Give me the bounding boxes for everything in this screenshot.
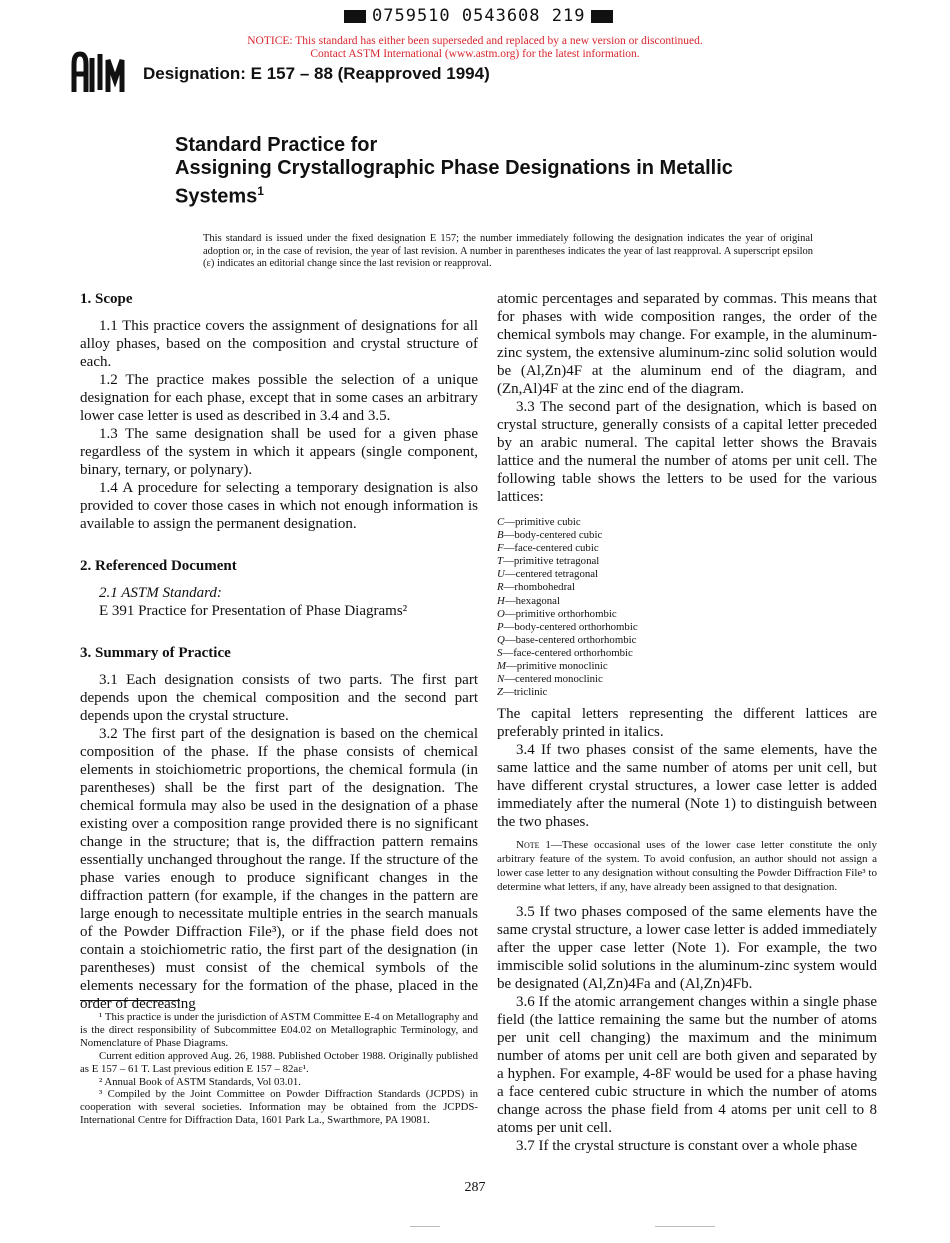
lattice-item	[497, 634, 877, 647]
lattice-name: —body-centered cubic	[503, 529, 603, 542]
footnote: ² Annual Book of ASTM Standards, Vol 03.01.	[99, 1075, 301, 1088]
lattice-letter: U	[497, 568, 505, 581]
section-heading: 1. Scope	[80, 291, 133, 307]
note-text: —These occasional uses of the lower case letter constitute the only arbitrary feature of the system. To avoid confusion, an author should not assign a lower case letter to any designation without consulting the Powder Diffraction File³ to determine what letters, if any, have already been assigned to that designation.	[497, 839, 877, 893]
lattice-letter: N	[497, 673, 505, 686]
note-label: Note 1	[516, 839, 551, 852]
note-1	[497, 839, 877, 894]
lattice-letter: O	[497, 607, 505, 620]
lattice-name: —primitive tetragonal	[503, 555, 600, 568]
title-line: Standard Practice for	[175, 134, 378, 156]
footnote: ³ Compiled by the Joint Committee on Powder Diffraction Standards (JCPDS) in cooperation with several societies. Information may be obtained from the JCPDS-International Centre for Diffraction Data, 1601 Park La., Swarthmore, PA 19081.	[80, 1088, 478, 1127]
footnote: Current edition approved Aug. 26, 1988. Published October 1988. Originally published as E 157 – 61 T. Last previous edition E 157 – 82aε¹.	[80, 1049, 478, 1075]
paragraph: 2.1 ASTM Standard:	[99, 585, 222, 601]
lattice-item	[497, 568, 877, 581]
lattice-item	[497, 686, 877, 699]
lattice-name: —face-centered orthorhombic	[502, 646, 633, 659]
lattice-name: —primitive cubic	[504, 516, 581, 528]
paragraph: 3.4 If two phases consist of the same elements, have the same lattice and the same number of atoms per unit cell, but have different crystal structures, a lower case letter is added immediately after the numeral (Note 1) to distinguish between the two phases.	[497, 742, 877, 831]
barcode	[338, 6, 619, 26]
lattice-letter: Z	[497, 686, 504, 699]
paragraph: 3.7 If the crystal structure is constant over a whole phase	[516, 1137, 858, 1154]
scan-artifact	[410, 1226, 440, 1227]
lattice-letter: Q	[497, 633, 505, 646]
footnote-mark: 1	[257, 184, 264, 198]
lattice-item	[497, 555, 877, 568]
document-title	[175, 134, 795, 209]
paragraph: 1.1 This practice covers the assignment of designations for all alloy phases, based on the composition and crystal structure of each.	[80, 318, 478, 370]
lattice-name: —triclinic	[503, 686, 548, 699]
lattice-name: —hexagonal	[504, 594, 560, 607]
lattice-item	[497, 673, 877, 686]
left-column	[80, 290, 478, 1013]
lattice-letter: S	[497, 646, 503, 659]
section-heading: 2. Referenced Document	[80, 558, 237, 574]
designation: Designation: E 157 – 88 (Reapproved 1994)	[143, 64, 490, 83]
lattice-name: —body-centered orthorhombic	[503, 620, 638, 633]
paragraph: 3.6 If the atomic arrangement changes within a single phase field (the lattice remaining the same but the number of atoms per unit cell changing) the maximum and the minimum number of atoms per unit cell are both given and separated by a hyphen. For example, 4-8F would be used for a phase having a face centered cubic structure in which the number of atoms change across the phase field from 4 atoms per unit cell to 8 atoms per unit cell.	[497, 993, 877, 1136]
lattice-name: —primitive monoclinic	[506, 660, 608, 673]
lattice-letter: B	[497, 529, 504, 542]
lattice-letter: P	[497, 620, 504, 633]
paragraph: atomic percentages and separated by commas. This means that for phases with wide composition ranges, the order of the chemical symbols may change. For example, in the aluminum-zinc system, the extensive aluminum-zinc solid solution would be (Al,Zn)4F at the aluminum end of the diagram, and (Zn,Al)4F at the zinc end of the diagram.	[497, 291, 877, 397]
footnote: ¹ This practice is under the jurisdiction of ASTM Committee E-4 on Metallography and is the direct responsibility of Subcommittee E04.02 on Metallographic Terminology, and Nomenclature of Phase Diagrams.	[80, 1011, 478, 1049]
section-heading: 3. Summary of Practice	[80, 645, 231, 661]
title-line: Assigning Crystallographic Phase Designations in Metallic Systems	[175, 157, 733, 208]
lattice-letter: T	[497, 555, 504, 568]
barcode-number: 0759510 0543608 219	[372, 6, 586, 26]
lattice-item	[497, 647, 877, 660]
right-column	[497, 290, 877, 1155]
paragraph: 1.4 A procedure for selecting a temporary designation is also provided to cover those cases in which not enough information is available to assign the permanent designation.	[80, 480, 478, 532]
paragraph: 1.2 The practice makes possible the selection of a unique designation for each phase, except that in some cases an arbitrary lower case letter is used as described in 3.4 and 3.5.	[80, 372, 478, 424]
lattice-letter: M	[497, 660, 506, 673]
lattice-item	[497, 621, 877, 634]
lattice-letter: H	[497, 594, 505, 607]
lattice-letter: R	[497, 581, 504, 594]
footnote-rule	[80, 1000, 180, 1001]
supersede-notice	[0, 35, 950, 61]
lattice-letter: C	[497, 516, 505, 528]
paragraph: The capital letters representing the different lattices are preferably printed in italics.	[497, 706, 877, 741]
lattice-item	[497, 595, 877, 608]
notice-line: Contact ASTM International (www.astm.org) for the latest information.	[310, 48, 640, 60]
lattice-letter: F	[497, 542, 504, 555]
paragraph: 3.1 Each designation consists of two parts. The first part depends upon the chemical composition and the second part depends upon the crystal structure.	[80, 672, 478, 724]
scan-artifact	[655, 1226, 715, 1227]
lattice-name: —primitive orthorhombic	[504, 607, 617, 620]
lattice-name: —centered tetragonal	[504, 568, 599, 581]
paragraph: 3.3 The second part of the designation, which is based on crystal structure, generally consists of a capital letter preceded by an arabic numeral. The capital letter shows the Bravais lattice and the numeral the number of atoms per unit cell. The following table shows the letters to be used for the various lattices:	[497, 399, 877, 505]
lattice-item	[497, 542, 877, 555]
paragraph: 1.3 The same designation shall be used for a given phase regardless of the system in which it appears (single component, binary, ternary, or polynary).	[80, 426, 478, 478]
lattice-name: —face-centered cubic	[503, 542, 599, 555]
lattice-name: —rhombohedral	[503, 581, 575, 594]
astm-logo	[70, 50, 128, 94]
lattice-name: —centered monoclinic	[504, 673, 603, 686]
lattice-item	[497, 516, 877, 529]
footnotes	[80, 1011, 478, 1127]
notice-line: NOTICE: This standard has either been superseded and replaced by a new version or discontinued.	[247, 35, 703, 47]
paragraph: 3.5 If two phases composed of the same elements have the same crystal structure, a lower case letter is added immediately after the upper case letter (Note 1). For example, the two immiscible solid solutions in the aluminum-zinc system would be designated (Al,Zn)4Fa and (Al,Zn)4Fb.	[497, 903, 877, 992]
paragraph: E 391 Practice for Presentation of Phase Diagrams²	[99, 603, 408, 619]
paragraph: 3.2 The first part of the designation is based on the chemical composition of the phase. If the phase consists of chemical elements in stoichiometric proportions, the chemical formula (in parentheses) shall be the first part of the designation. The chemical formula may also be used in the designation of a phase existing over a composition range provided there is no significant change in the structure; that is, the diffraction pattern remains essentially unchanged throughout the range. If the structure of the phase varies enough to produce significant changes in the diffraction pattern (for example, if the changes in the pattern are large enough to necessitate multiple entries in the search manuals of the Powder Diffraction File³), or if the phase field does not contain a stoichiometric ratio, the first part of the designation (in parentheses) must consist of the chemical symbols of the elements necessary for the formation of the phase, placed in the order of decreasing	[80, 726, 478, 1012]
intro-paragraph: This standard is issued under the fixed designation E 157; the number immediately following the designation indicates the year of original adoption or, in the case of revision, the year of last revision. A number in parentheses indicates the year of last reapproval. A superscript epsilon (ε) indicates an editorial change since the last revision or reapproval.	[203, 233, 813, 269]
lattice-item	[497, 529, 877, 542]
page-number: 287	[464, 1180, 486, 1195]
lattice-list	[497, 516, 877, 699]
lattice-item	[497, 581, 877, 594]
lattice-item	[497, 608, 877, 621]
lattice-item	[497, 660, 877, 673]
lattice-name: —base-centered orthorhombic	[504, 633, 637, 646]
